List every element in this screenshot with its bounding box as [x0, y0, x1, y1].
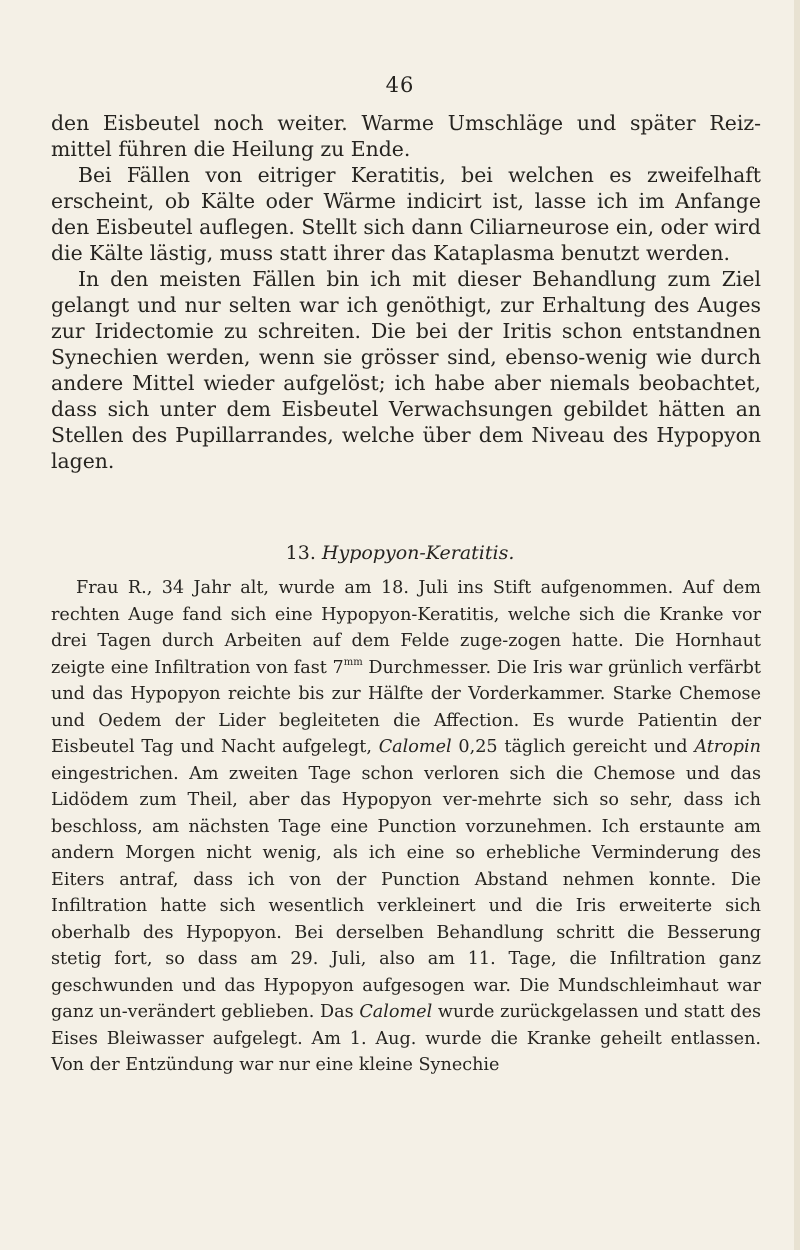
case-title: Hypopyon-Keratitis. — [321, 542, 515, 564]
case-heading — [0, 542, 800, 564]
case-text-part-5: wurde zurückgelassen und statt des Eises Bleiwasser aufgelegt. Am 1. Aug. wurde die Kranke geheilt entlassen. Von der Entzündung war nur eine kleine Synechie — [51, 1002, 762, 1075]
case-number: 13. — [285, 542, 316, 564]
unit-superscript: mm — [343, 656, 363, 668]
page-edge-shadow — [794, 0, 800, 1250]
atropin-term: Atropin — [694, 737, 762, 757]
paragraph-3: In den meisten Fällen bin ich mit dieser Behandlung zum Ziel gelangt und nur selten war ich genöthigt, zur Erhaltung des Auges zur Iridectomie zu schreiten. Die bei der Iritis schon entstandnen Synechien werden, wenn sie grösser sind, ebenso-wenig wie durch andere Mittel wieder aufgelöst; ich habe aber niemals beobachtet, dass sich unter dem Eisbeutel Verwachsungen gebildet hätten an Stellen des Pupillarrandes, welche über dem Niveau des Hypopyon lagen. — [51, 267, 761, 473]
case-text-part-2: Durchmesser. Die Iris war grünlich verfärbt und das Hypopyon reichte bis zur Hälfte der Vorderkammer. Starke Chemose und Oedem der Lider begleiteten die Affection. Es wurde Patientin der Eisbeutel Tag und Nacht aufgelegt, — [51, 657, 762, 757]
case-text-part-1: Frau R., 34 Jahr alt, wurde am 18. Juli ins Stift aufgenommen. Auf dem rechten Auge fand sich eine Hypopyon-Keratitis, welche sich die Kranke vor drei Tagen durch Arbeiten auf dem Felde zuge-zogen hatte. Die Hornhaut zeigte eine Infiltration von fast 7 — [51, 578, 761, 678]
calomel-term-2: Calomel — [359, 1002, 433, 1022]
case-text-part-4: eingestrichen. Am zweiten Tage schon verloren sich die Chemose und das Lidödem zum Theil, aber das Hypopyon ver-mehrte sich so sehr, dass ich beschloss, am nächsten Tage eine Punction vorzunehmen. Ich erstaunte am andern Morgen nicht wenig, als ich eine so erhebliche Verminderung des Eiters antraf, dass ich von der Punction Abstand nehmen konnte. Die Infiltration hatte sich wesentlich verkleinert und die Iris erweiterte sich oberhalb des Hypopyon. Bei derselben Behandlung schritt die Besserung stetig fort, so dass am 29. Juli, also am 11. Tage, die Infiltration ganz geschwunden und das Hypopyon aufgesogen war. Die Mundschleimhaut war ganz un-verändert geblieben. Das — [51, 763, 761, 1022]
case-text-part-3: 0,25 täglich gereicht und — [451, 737, 695, 757]
paragraph-1: den Eisbeutel noch weiter. Warme Umschläge und später Reiz-mittel führen die Heilung zu Ende. — [51, 111, 761, 161]
paragraph-2: Bei Fällen von eitriger Keratitis, bei welchen es zweifelhaft erscheint, ob Kälte oder Wärme indicirt ist, lasse ich im Anfange den Eisbeutel auflegen. Stellt sich dann Ciliarneurose ein, oder wird die Kälte lästig, muss statt ihrer das Kataplasma benutzt werden. — [51, 163, 761, 265]
page-number: 46 — [385, 73, 415, 97]
case-text — [51, 575, 761, 1079]
body-text — [51, 110, 761, 474]
calomel-term: Calomel — [378, 737, 452, 757]
